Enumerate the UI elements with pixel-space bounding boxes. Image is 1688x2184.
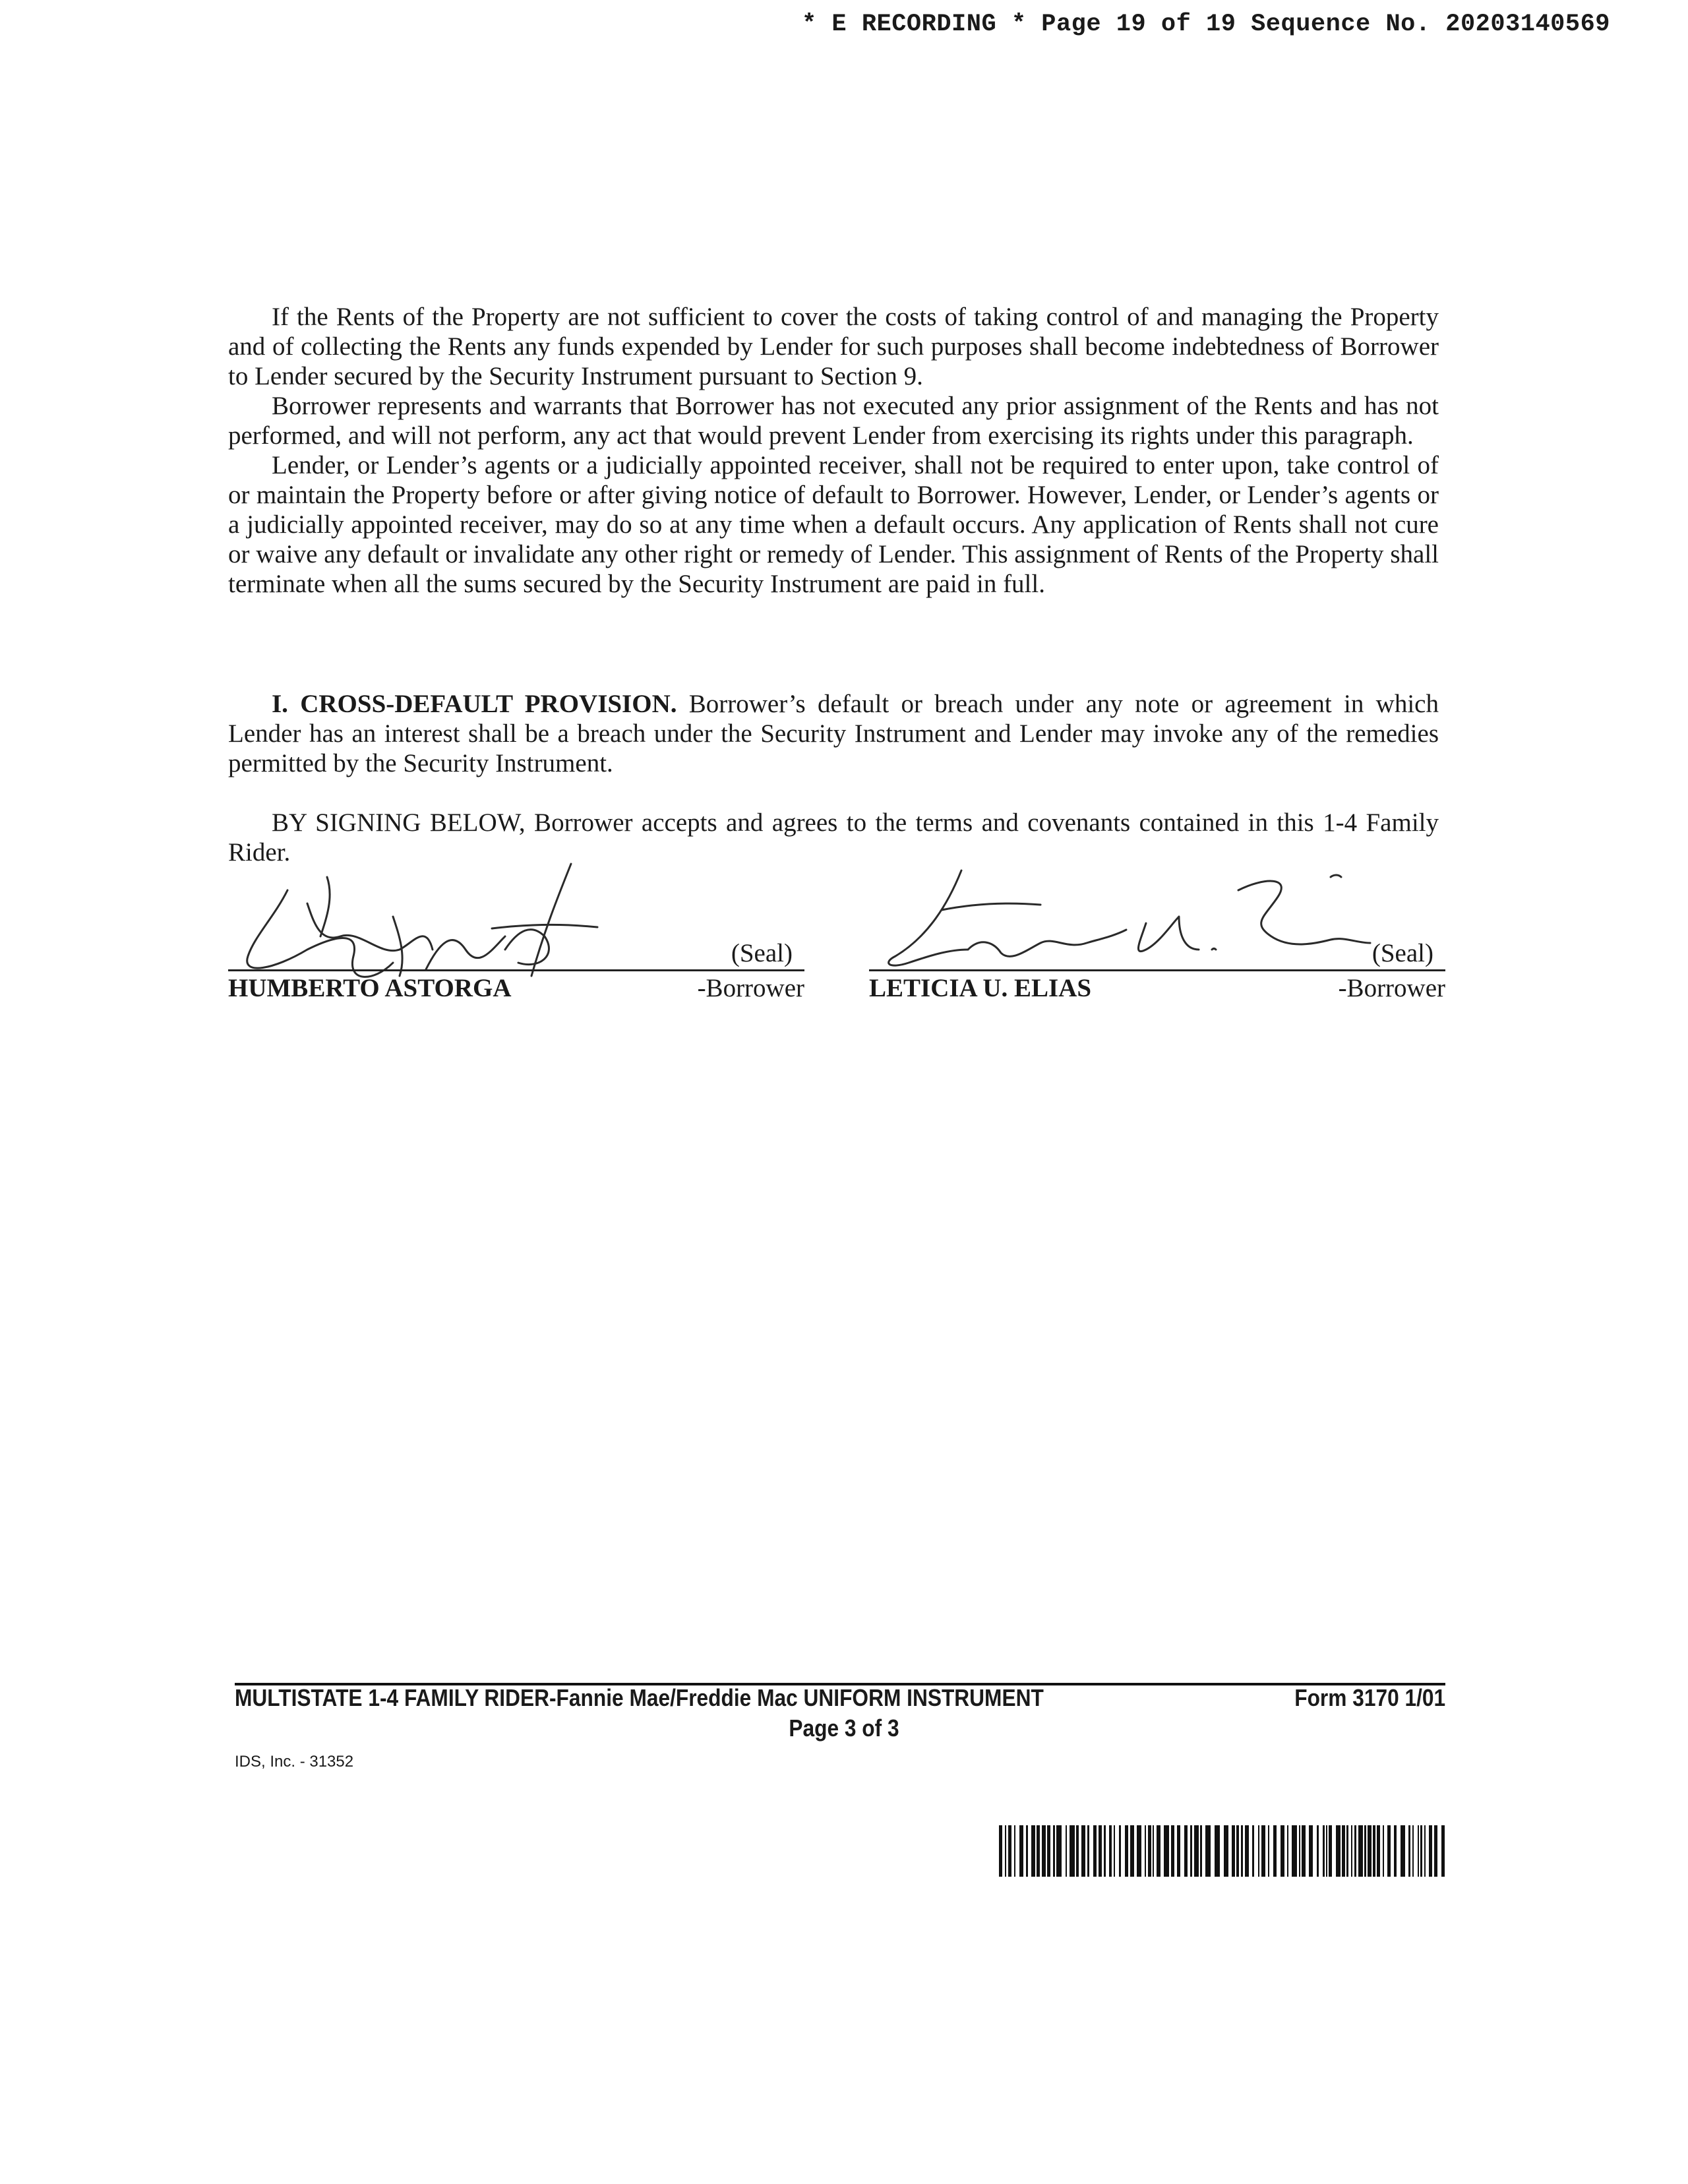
barcode-bar [1401, 1825, 1405, 1877]
barcode-bar [1200, 1825, 1202, 1877]
barcode-bar [1342, 1825, 1345, 1877]
barcode-bar [1190, 1825, 1192, 1877]
barcode-bar [1273, 1825, 1277, 1877]
barcode-bar [1070, 1825, 1075, 1877]
barcode-bar [1014, 1825, 1015, 1877]
barcode-bar [1354, 1825, 1356, 1877]
barcode-bar [1056, 1825, 1062, 1877]
barcode-bar [1358, 1825, 1363, 1877]
barcode-bar [1224, 1825, 1228, 1877]
barcode-bar [1145, 1825, 1146, 1877]
barcode-bar [1099, 1825, 1102, 1877]
barcode-bar [1292, 1825, 1297, 1877]
barcode-bar [1114, 1825, 1115, 1877]
barcode-bar [1241, 1825, 1243, 1877]
cross-default-heading: I. CROSS-DEFAULT PROVISION. [272, 690, 677, 718]
seal-label: (Seal) [731, 939, 793, 967]
barcode-bar [1261, 1825, 1265, 1877]
barcode-bar [1373, 1825, 1375, 1877]
barcode-bar [1037, 1825, 1040, 1877]
barcode-bar [1153, 1825, 1154, 1877]
paragraph-borrower-warrants: Borrower represents and warrants that Borrower has not executed any prior assignment of the Rents and has not performed, and will not perform, any act that would prevent Lender from exercising its rights under this paragraph. [228, 392, 1439, 450]
barcode-bar [1302, 1825, 1306, 1877]
barcode-bar [1299, 1825, 1300, 1877]
barcode-bar [1317, 1825, 1319, 1877]
barcode-bar [1031, 1825, 1035, 1877]
borrower-name: LETICIA U. ELIAS [869, 974, 1092, 1002]
footer-page-number: Page 3 of 3 [789, 1714, 899, 1742]
barcode-bar [1252, 1825, 1254, 1877]
barcode-bar [1236, 1825, 1239, 1877]
barcode-bar [1205, 1825, 1211, 1877]
barcode-bar [1309, 1825, 1313, 1877]
barcode-bar [1281, 1825, 1284, 1877]
barcode-bar [1104, 1825, 1106, 1877]
barcode-bar [1093, 1825, 1097, 1877]
barcode-bar [1008, 1825, 1011, 1877]
barcode-bar [1434, 1825, 1437, 1877]
barcode-bar [1429, 1825, 1432, 1877]
barcode-bar [1215, 1825, 1220, 1877]
barcode-bar [1125, 1825, 1128, 1877]
barcode-bar [1164, 1825, 1169, 1877]
rents-section [228, 302, 1439, 599]
barcode-bar [1042, 1825, 1046, 1877]
barcode-bar [1194, 1825, 1199, 1877]
barcode-bar [1424, 1825, 1426, 1877]
document-barcode [999, 1825, 1447, 1877]
barcode-bar [1383, 1825, 1384, 1877]
barcode-bar [1157, 1825, 1160, 1877]
barcode-bar [1066, 1825, 1067, 1877]
footer-form-title: MULTISTATE 1-4 FAMILY RIDER-Fannie Mae/Freddie Mac UNIFORM INSTRUMENT [235, 1684, 1044, 1711]
signature-line [869, 969, 1445, 971]
barcode-bar [1019, 1825, 1023, 1877]
barcode-bar [1329, 1825, 1332, 1877]
barcode-bar [1326, 1825, 1327, 1877]
barcode-bar [1130, 1825, 1134, 1877]
barcode-bar [1394, 1825, 1397, 1877]
barcode-bar [1047, 1825, 1050, 1877]
recording-header: * E RECORDING * Page 19 of 19 Sequence No. 20203140569 [802, 11, 1610, 38]
borrower-name: HUMBERTO ASTORGA [228, 974, 512, 1002]
borrower-role: -Borrower [1338, 974, 1445, 1002]
barcode-bar [1137, 1825, 1141, 1877]
cross-default-section [228, 689, 1439, 778]
barcode-bar [1351, 1825, 1352, 1877]
signature-block-borrower-1 [228, 851, 804, 1022]
barcode-bar [1441, 1825, 1445, 1877]
barcode-bar [1323, 1825, 1325, 1877]
barcode-bar [1368, 1825, 1372, 1877]
barcode-bar [1268, 1825, 1269, 1877]
cross-default-paragraph [228, 689, 1439, 778]
barcode-bar [1081, 1825, 1085, 1877]
barcode-bar [1420, 1825, 1422, 1877]
barcode-bar [1245, 1825, 1249, 1877]
barcode-bar [1005, 1825, 1006, 1877]
paragraph-lender-agents: Lender, or Lender’s agents or a judicially appointed receiver, shall not be required to enter upon, take control of or maintain the Property before or after giving notice of default to Borrower. However, Lender, or Lender’s agents or a judicially appointed receiver, may do so at any time when a default occurs. Any application of Rents shall not cure or waive any default or invalidate any other right or remedy of Lender. This assignment of Rents of the Property shall terminate when all the sums secured by the Security Instrument are paid in full. [228, 451, 1439, 598]
footer-form-number: Form 3170 1/01 [1294, 1684, 1445, 1711]
barcode-bar [1232, 1825, 1235, 1877]
barcode-bar [1177, 1825, 1180, 1877]
barcode-bar [1184, 1825, 1188, 1877]
barcode-bar [1418, 1825, 1419, 1877]
barcode-bar [1026, 1825, 1028, 1877]
barcode-bar [1364, 1825, 1366, 1877]
footer-ids-code: IDS, Inc. - 31352 [235, 1753, 354, 1771]
barcode-bar [1377, 1825, 1380, 1877]
barcode-bar [1119, 1825, 1121, 1877]
seal-label: (Seal) [1372, 939, 1433, 967]
borrower-role: -Borrower [697, 974, 804, 1002]
barcode-bar [1412, 1825, 1414, 1877]
barcode-bar [1346, 1825, 1348, 1877]
signature-block-borrower-2 [869, 851, 1445, 1022]
barcode-bar [1336, 1825, 1341, 1877]
barcode-bar [1387, 1825, 1391, 1877]
barcode-bar [999, 1825, 1002, 1877]
barcode-bar [1076, 1825, 1079, 1877]
barcode-bar [1053, 1825, 1055, 1877]
signing-statement: BY SIGNING BELOW, Borrower accepts and agrees to the terms and covenants contained in this 1-4 Family Rider. [228, 808, 1439, 866]
barcode-bar [1171, 1825, 1174, 1877]
barcode-bar [1408, 1825, 1410, 1877]
barcode-bar [1087, 1825, 1089, 1877]
barcode-bar [1287, 1825, 1288, 1877]
signature-line [228, 969, 804, 971]
barcode-bar [1258, 1825, 1259, 1877]
barcode-bar [1109, 1825, 1112, 1877]
cross-default-text: Borrower’s default or breach under any note or agreement in which Lender has an interest shall be a breach under the Security Instrument and Lender may invoke any of the remedies permitted by the Security Instrument. [228, 690, 1439, 777]
paragraph-rents-insufficient: If the Rents of the Property are not sufficient to cover the costs of taking control of and managing the Property and of collecting the Rents any funds expended by Lender for such purposes shall become indebtedness of Borrower to Lender secured by the Security Instrument pursuant to Section 9. [228, 303, 1439, 390]
barcode-bar [1148, 1825, 1151, 1877]
